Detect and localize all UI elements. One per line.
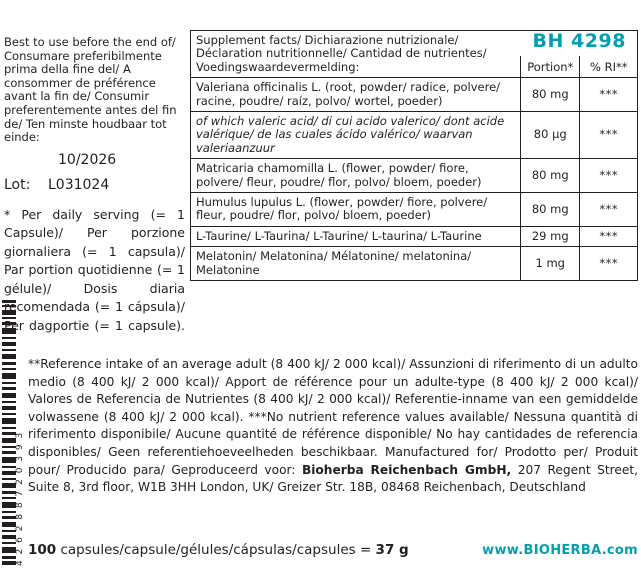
capsule-count: 100 <box>28 542 57 558</box>
lot-row <box>4 177 187 194</box>
ingredient-portion: 80 µg <box>521 112 580 159</box>
net-weight: 37 g <box>375 542 409 558</box>
table-row <box>191 247 638 281</box>
ingredient-portion: 80 mg <box>521 159 580 193</box>
barcode-number: 4 2 6 2 8 8 7 2 0 3 9 3 <box>15 431 25 566</box>
ingredient-name: Valeriana officinalis L. (root, powder/ radice, polvere/ racine, poudre/ raíz, polvo/ wortel, poeder) <box>191 78 521 112</box>
ingredient-portion: 80 mg <box>521 78 580 112</box>
column-header-portion: Portion* <box>521 56 580 78</box>
product-code: BH 4298 <box>532 30 626 52</box>
ingredient-name: of which valeric acid/ di cui acido valerico/ dont acide valérique/ de las cuales ácido valérico/ waarvan valeriaanzuur <box>191 112 521 159</box>
barcode-bars <box>2 300 16 566</box>
footnotes <box>28 356 638 497</box>
lot-value: L031024 <box>48 176 110 193</box>
product-code-cell <box>521 31 638 56</box>
ingredient-ri: *** <box>579 112 638 159</box>
ingredient-portion: 80 mg <box>521 193 580 227</box>
ingredient-portion: 1 mg <box>521 247 580 281</box>
supplement-facts-table <box>190 30 638 281</box>
ingredient-ri: *** <box>579 226 638 246</box>
table-row <box>191 112 638 159</box>
bottom-line <box>28 542 638 558</box>
website-link[interactable]: www.BIOHERBA.com <box>482 543 638 558</box>
manufacturer-name: Bioherba Reichenbach GmbH, <box>301 462 512 477</box>
ingredient-name: Matricaria chamomilla L. (flower, powder/ fiore, polvere/ fleur, poudre/ flor, polvo/ bloem, poeder) <box>191 159 521 193</box>
best-before-text: Best to use before the end of/ Consumare preferibilmente prima della fine del/ A consommer de préférence avant la fin de/ Consumir preferentemente antes del fin de/ Ten minste houdbaar tot einde: <box>4 35 177 145</box>
table-row <box>191 226 638 246</box>
table-row <box>191 159 638 193</box>
footnote-reference-intake: **Reference intake of an average adult (8 400 kJ/ 2 000 kcal)/ Assunzioni di riferimento di un adulto medio (8 400 kJ/ 2 000 kcal)/ Apport de référence pour un adulte-type (8 400 kJ/ 2 000 kcal)/ Valores de Referencia de Nutrientes (8 400 kJ/ 2 000 kcal)/ Referentie-inname van een gemiddelde volwassene (8 400 kJ/ 2 000 kcal). ***No nutrient reference values available/ Nessuna quantità di riferimento disponibile/ Aucune quantité de référence disponible/ No hay cantidades de referencia disponibles/ Geen referentiehoeveelheden beschikbaar. Manufactured for/ Prodotto per/ Produit pour/ Producido para/ Geproduceerd voor: <box>28 357 638 477</box>
column-header-ri: % RI** <box>579 56 638 78</box>
ingredient-ri: *** <box>579 247 638 281</box>
table-row <box>191 78 638 112</box>
ingredient-name: L-Taurine/ L-Taurina/ L-Taurine/ L-taurina/ L-Taurine <box>191 226 521 246</box>
ingredient-portion: 29 mg <box>521 226 580 246</box>
ingredient-ri: *** <box>579 159 638 193</box>
lot-label: Lot: <box>4 176 31 193</box>
best-before-date: 10/2026 <box>58 151 117 168</box>
barcode <box>2 300 24 566</box>
manufacturer-address: 207 Regent Street, Suite 8, 3rd floor, W1B 3HH London, UK/ Greizer Str. 18B, 08468 Reichenbach, Deutschland <box>28 462 638 495</box>
capsule-count-line <box>28 542 409 558</box>
table-row <box>191 193 638 227</box>
ingredient-name: Melatonin/ Melatonina/ Mélatonine/ melatonina/ Melatonine <box>191 247 521 281</box>
left-column <box>4 36 187 335</box>
ingredient-ri: *** <box>579 78 638 112</box>
table-header-title: Supplement facts/ Dichiarazione nutrizionale/ Déclaration nutritionnelle/ Cantidad de nutrientes/ Voedingswaardevermelding: <box>191 31 521 78</box>
capsule-count-text: capsules/capsule/gélules/cápsulas/capsules = <box>56 542 376 558</box>
table-header-row <box>191 31 638 56</box>
ingredient-ri: *** <box>579 193 638 227</box>
ingredient-name: Humulus lupulus L. (flower, powder/ fiore, polvere/ fleur, poudre/ flor, polvo/ bloem, poeder) <box>191 193 521 227</box>
daily-serving-note: * Per daily serving (= 1 Capsule)/ Per porzione giornaliera (= 1 capsula)/ Par portion quotidienne (= 1 gélule)/ Dosis diaria recomendada (= 1 cápsula)/ Per dagportie (= 1 capsule). <box>4 206 185 333</box>
